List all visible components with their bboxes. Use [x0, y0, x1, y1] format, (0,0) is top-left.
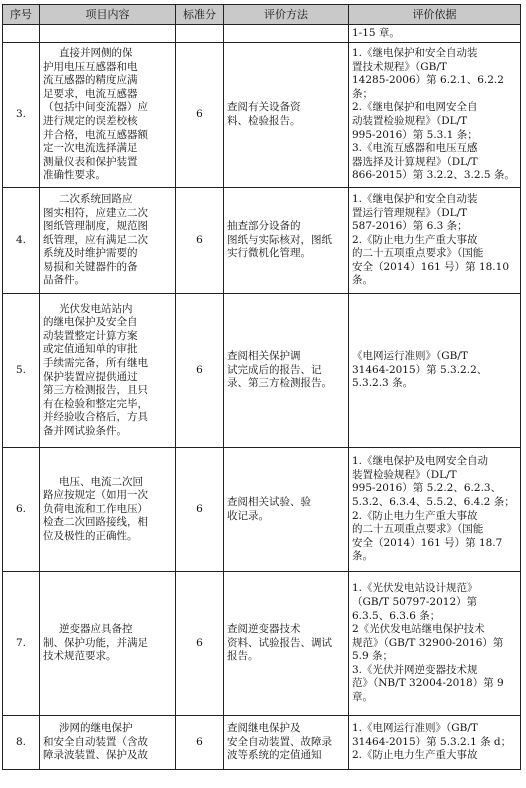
- method-line: 安全自动装置、故障录: [227, 735, 332, 748]
- item-line: 图实相符，应建立二次: [43, 206, 148, 219]
- item-line: （包括中间变流器）应: [43, 101, 148, 114]
- basis-line: 安全（2014）161 号）第 18.7: [352, 536, 503, 549]
- basis-line: 1-15 章。: [352, 26, 400, 39]
- method-line: 料、检验报告。: [227, 115, 301, 127]
- method-line: 报告。: [227, 650, 259, 663]
- evaluation-method: [224, 294, 349, 448]
- item-content: [40, 572, 176, 716]
- header-basis: 评价依据: [349, 5, 521, 25]
- header-method: 评价方法: [224, 5, 349, 25]
- basis-line: 1.《继电保护和安全自动装: [352, 192, 478, 205]
- item-content: [40, 448, 176, 572]
- basis-line: 5.3.2.3 条。: [352, 377, 414, 390]
- item-content: [40, 294, 176, 448]
- table-row: [3, 43, 521, 188]
- item-line: 定一次电流选择满足: [43, 142, 138, 155]
- method-line: 收记录。: [227, 509, 269, 522]
- item-line: 并经验收合格后，方具: [43, 411, 148, 424]
- item-content: [40, 716, 176, 770]
- item-line: 制、保护功能，并满足: [43, 636, 148, 649]
- basis-line: 安全（2014）161 号）第 18.10: [352, 260, 509, 273]
- standard-score: 6: [176, 188, 224, 294]
- basis-line: 《电网运行准则》（GB/T: [352, 350, 468, 363]
- row-number: [3, 25, 40, 43]
- table-row: [3, 448, 521, 572]
- table-row: [3, 572, 521, 716]
- item-content: [40, 188, 176, 294]
- item-line: 逆变器应具备控: [59, 623, 133, 636]
- row-number: 4.: [3, 188, 40, 294]
- basis-line: 1.《继电保护和安全自动装: [352, 47, 478, 60]
- method-line: 查阅逆变器技术: [227, 623, 301, 636]
- item-line: 的继电保护及安全自: [43, 316, 138, 329]
- item-line: 护用电压互感器和电: [43, 60, 138, 73]
- row-number: 6.: [3, 448, 40, 572]
- basis-line: 动装置检验规程》（DL/T: [352, 115, 468, 127]
- row-number: 5.: [3, 294, 40, 448]
- evaluation-method: [224, 572, 349, 716]
- basis-line: 章。: [352, 691, 373, 704]
- evaluation-method: [224, 188, 349, 294]
- item-line: 足要求，电流互感器: [43, 87, 138, 100]
- item-line: 位及极性的正确性。: [43, 529, 138, 542]
- basis-line: 14285-2006）第 6.2.1、6.2.2: [352, 74, 504, 87]
- table-row: [3, 294, 521, 448]
- basis-line: 2《光伏发电站继电保护技术: [352, 623, 485, 636]
- item-line: 流互感器的精度应满: [43, 74, 138, 87]
- method-line: 查阅有关设备资: [227, 101, 301, 114]
- basis-line: 31464-2015）第 5.3.2.2、: [352, 363, 488, 376]
- basis-line: （GB/T 50797-2012）第: [352, 595, 478, 608]
- standard-score: 6: [176, 716, 224, 770]
- item-content: [40, 25, 176, 43]
- standard-score: 6: [176, 294, 224, 448]
- item-line: 品备件。: [43, 274, 85, 287]
- basis-line: 3.《光伏并网逆变器技术规: [352, 663, 478, 676]
- item-line: 电压、电流二次回: [59, 475, 143, 488]
- basis-line: 31464-2015）第 5.3.2.1 条 d；: [352, 735, 512, 748]
- item-line: 第三方检测报告，且只: [43, 384, 148, 397]
- item-line: 图纸管理制度，规范图: [43, 220, 148, 233]
- evaluation-basis: [349, 572, 521, 716]
- basis-line: 1.《继电保护及电网安全自动: [352, 455, 489, 468]
- evaluation-basis: [349, 25, 521, 43]
- evaluation-method: [224, 716, 349, 770]
- standard-score: 6: [176, 572, 224, 716]
- standard-score: 6: [176, 448, 224, 572]
- basis-line: 995-2016）第 5.2.2、6.2.3、: [352, 482, 502, 495]
- item-line: 光伏发电站站内: [59, 302, 133, 315]
- method-line: 波等系统的定值通知: [227, 749, 322, 762]
- basis-line: 规范》（GB/T 32900-2016）第: [352, 636, 504, 649]
- basis-line: 范》（NB/T 32004-2018）第 9: [352, 677, 504, 690]
- row-number: 3.: [3, 43, 40, 188]
- row-number: 7.: [3, 572, 40, 716]
- method-line: 试完成后的报告、记: [227, 363, 322, 376]
- item-line: 路应按规定（如用一次: [43, 489, 148, 502]
- basis-line: 3.《电流互感器和电压互感: [352, 142, 478, 155]
- basis-line: 置技术规程》（GB/T: [352, 60, 447, 73]
- basis-line: 条；: [352, 87, 373, 100]
- item-line: 技术规范要求。: [43, 650, 117, 663]
- item-line: 和安全自动装置（含故: [43, 735, 148, 748]
- basis-line: 587-2016）第 6.3 条；: [352, 220, 468, 233]
- basis-line: 的二十五项重点要求》（国能: [352, 523, 484, 536]
- table-row: [3, 25, 521, 43]
- item-line: 有在检验和整定完毕，: [43, 397, 148, 410]
- table-row: [3, 188, 521, 294]
- method-line: 查阅相关保护调: [227, 350, 301, 363]
- item-line: 测量仪表和保护装置: [43, 155, 138, 168]
- item-line: 负荷电流和工作电压）: [43, 502, 148, 515]
- basis-line: 条。: [352, 550, 373, 563]
- item-line: 易损和关键器件的备: [43, 260, 138, 273]
- row-number: 8.: [3, 716, 40, 770]
- item-line: 系统及时维护需要的: [43, 247, 138, 260]
- item-line: 准确性要求。: [43, 169, 106, 182]
- item-line: 直接并网侧的保: [59, 47, 133, 60]
- item-line: 备并网试验条件。: [43, 424, 127, 437]
- evaluation-method: [224, 25, 349, 43]
- basis-line: 器选择及计算规程》（DL/T: [352, 155, 478, 168]
- evaluation-basis: [349, 716, 521, 770]
- evaluation-table: [2, 4, 521, 770]
- basis-line: 5.9 条；: [352, 650, 394, 663]
- basis-line: 条。: [352, 274, 373, 287]
- basis-line: 的二十五项重点要求》（国能: [352, 247, 484, 260]
- method-line: 录、第三方检测报告。: [227, 377, 332, 390]
- item-line: 保护装置应提供通过: [43, 370, 138, 383]
- evaluation-method: [224, 448, 349, 572]
- basis-line: 6.3.5、6.3.6 条；: [352, 609, 441, 622]
- item-content: [40, 43, 176, 188]
- item-line: 并合格，电流互感器额: [43, 128, 148, 141]
- evaluation-basis: [349, 43, 521, 188]
- basis-line: 2.《防止电力生产重大事故: [352, 233, 478, 246]
- evaluation-basis: [349, 448, 521, 572]
- basis-line: 1.《光伏发电站设计规范》: [352, 582, 478, 595]
- header-score: 标准分: [176, 5, 224, 25]
- basis-line: 2.《防止电力生产重大事故: [352, 749, 478, 762]
- table-header-row: [3, 5, 521, 25]
- method-line: 资料、试验报告、调试: [227, 636, 332, 649]
- evaluation-basis: [349, 294, 521, 448]
- method-line: 查阅相关试验、验: [227, 495, 311, 508]
- basis-line: 2.《防止电力生产重大事故: [352, 509, 478, 522]
- header-no: 序号: [3, 5, 40, 25]
- table-body: [3, 25, 521, 770]
- item-line: 障录波装置、保护及故: [43, 749, 148, 762]
- basis-line: 1.《电网运行准则》（GB/T: [352, 722, 478, 735]
- item-line: 纸管理，应有满足二次: [43, 233, 148, 246]
- item-line: 手续需完备，所有继电: [43, 356, 148, 369]
- item-line: 检查二次回路接线，相: [43, 516, 148, 529]
- method-line: 图纸与实际核对，图纸: [227, 233, 332, 246]
- method-line: 实行微机化管理。: [227, 247, 311, 260]
- item-line: 二次系统回路应: [59, 192, 133, 205]
- method-line: 抽查部分设备的: [227, 220, 301, 233]
- item-line: 涉网的继电保护: [59, 722, 133, 735]
- standard-score: 6: [176, 43, 224, 188]
- basis-line: 2.《继电保护和电网安全自: [352, 101, 478, 114]
- header-item: 项目内容: [40, 5, 176, 25]
- standard-score: [176, 25, 224, 43]
- evaluation-basis: [349, 188, 521, 294]
- basis-line: 5.3.2、6.3.4、5.5.2、6.4.2 条；: [352, 495, 515, 508]
- item-line: 或定值通知单的审批: [43, 343, 138, 356]
- basis-line: 装置检验规程》（DL/T: [352, 468, 457, 481]
- method-line: 查阅继电保护及: [227, 722, 301, 735]
- item-line: 动装置整定计算方案: [43, 329, 138, 342]
- item-line: 进行规定的误差校核: [43, 115, 138, 127]
- evaluation-method: [224, 43, 349, 188]
- table-row: [3, 716, 521, 770]
- basis-line: 866-2015）第 3.2.2、3.2.5 条。: [352, 169, 515, 182]
- basis-line: 置运行管理规程》（DL/T: [352, 206, 468, 219]
- basis-line: 995-2016）第 5.3.1 条；: [352, 128, 478, 141]
